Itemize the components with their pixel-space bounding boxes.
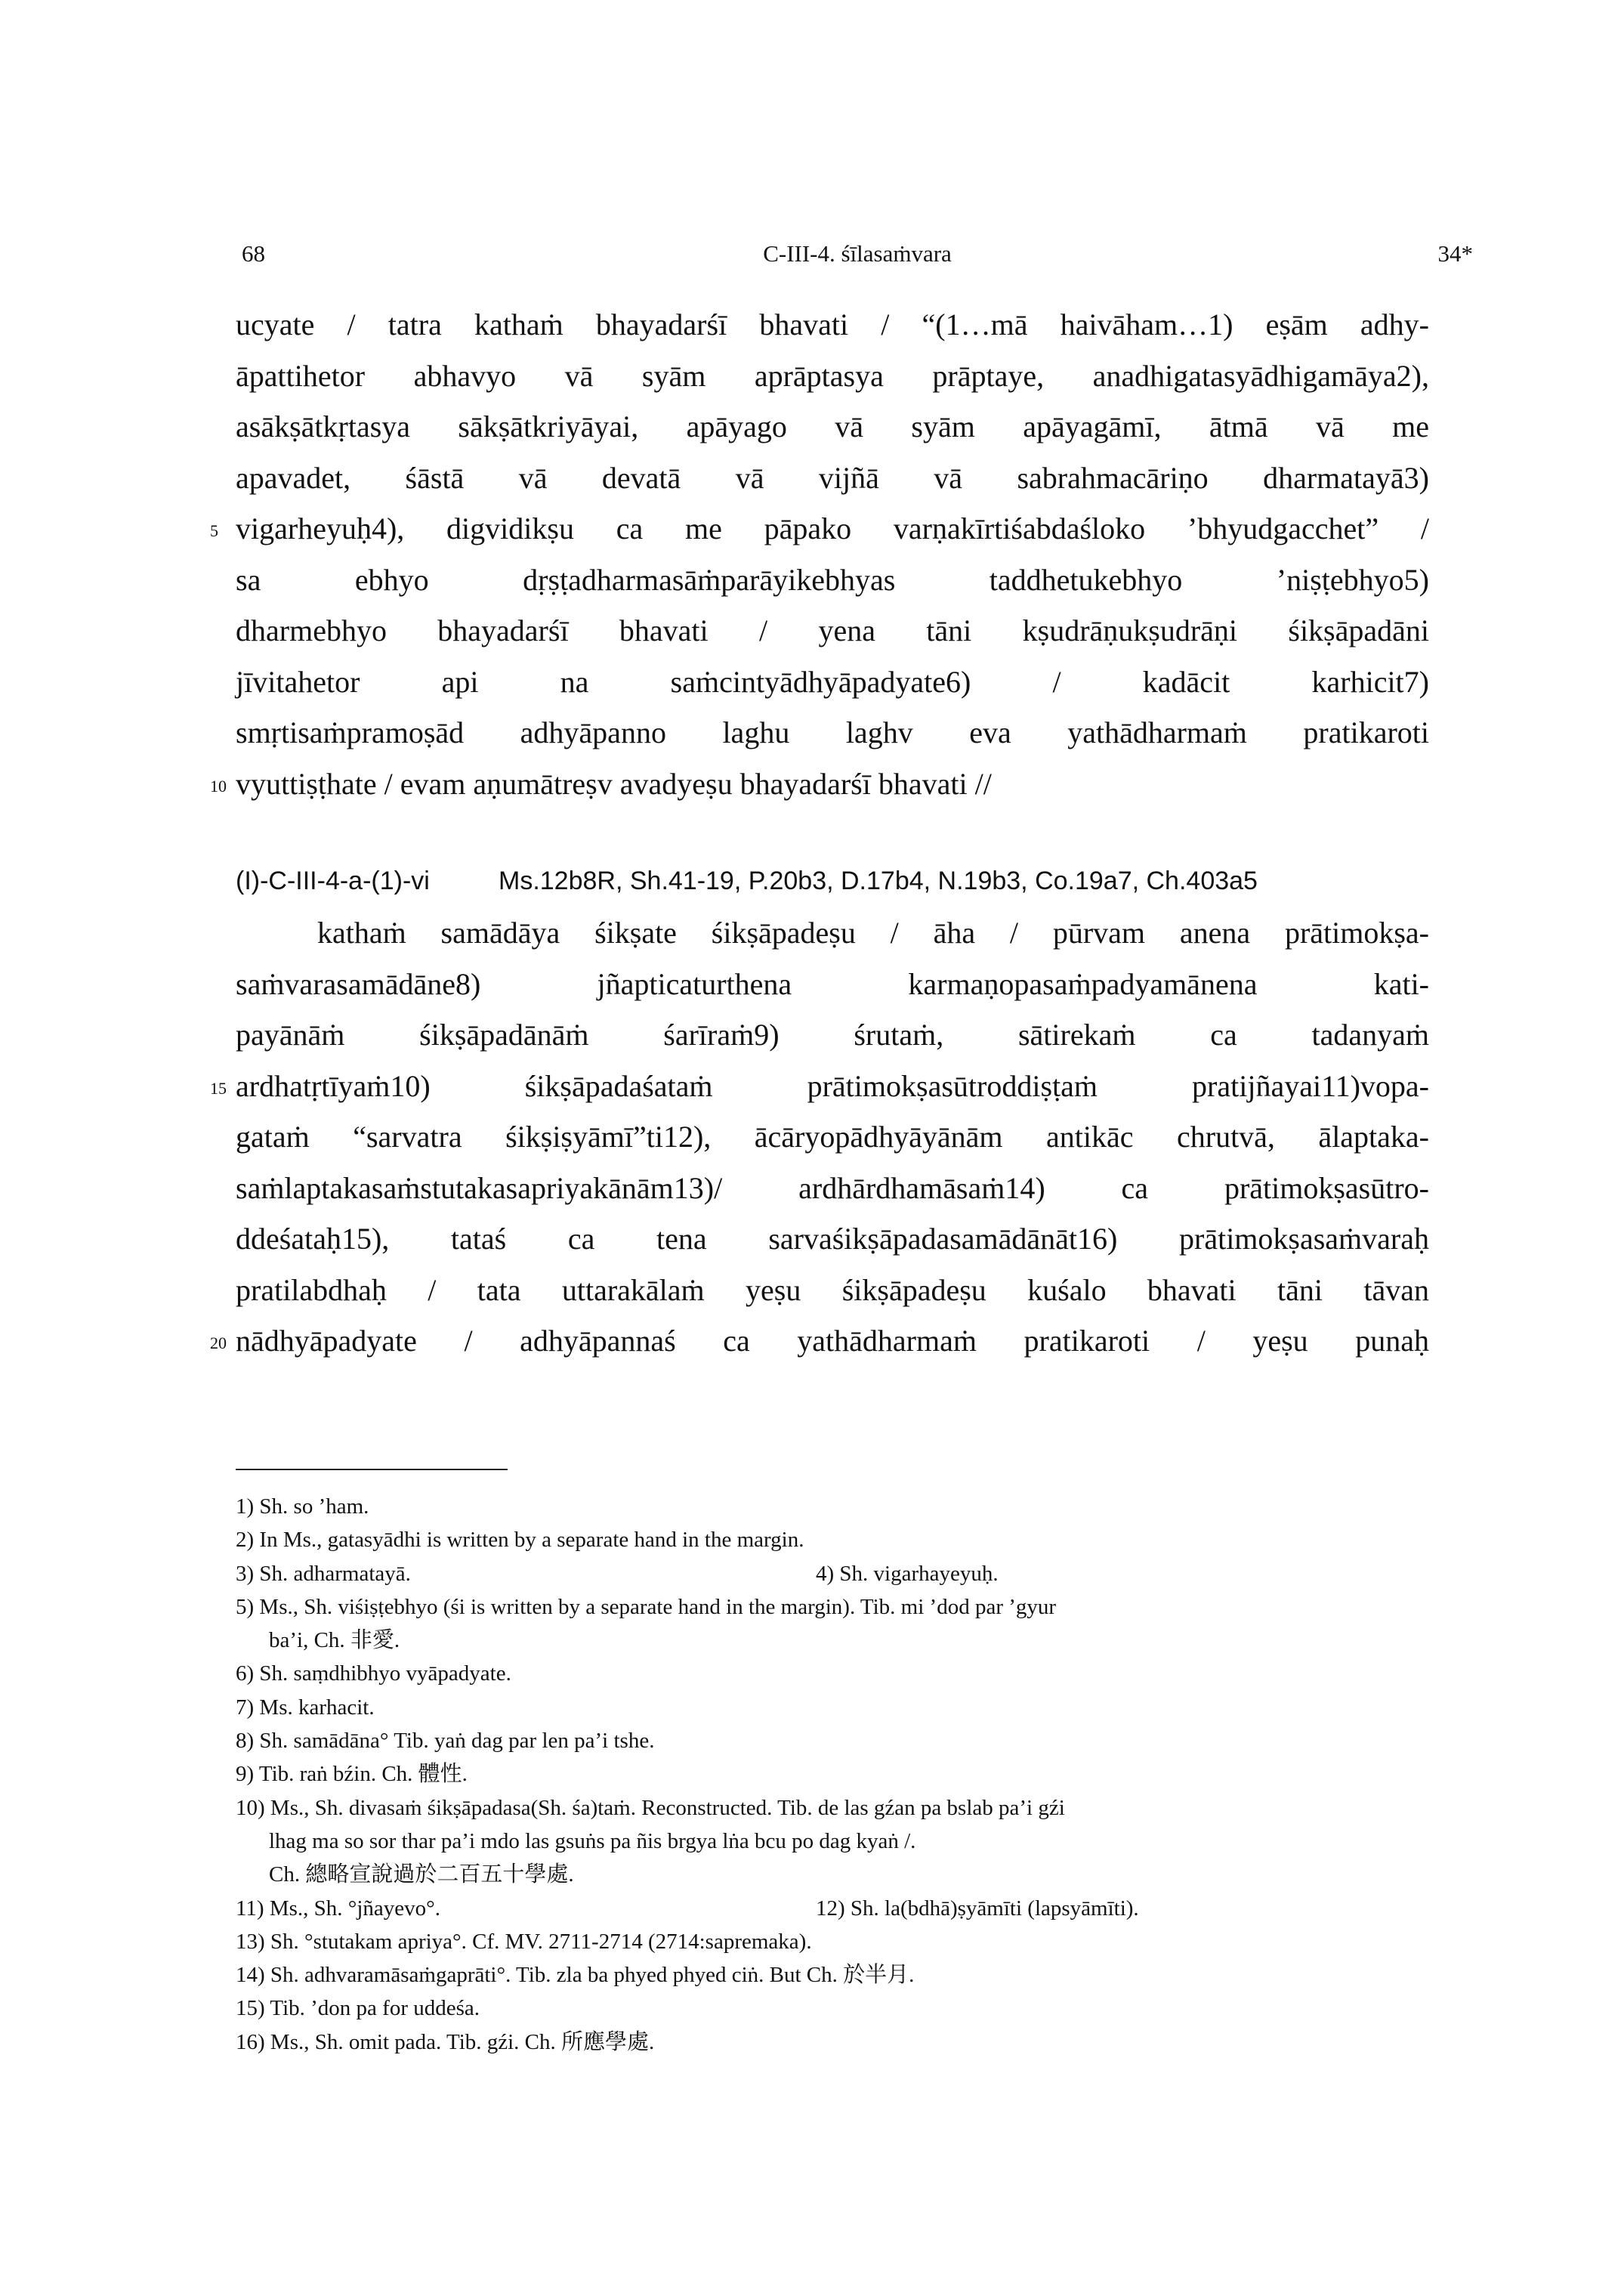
footnote-text: 5) Ms., Sh. viśiṣṭebhyo (śi is written by a separate hand in the margin). Tib. mi ’dod par ’gyur [236,1594,1057,1619]
footnote [236,1958,1414,1992]
section-heading [236,854,1429,907]
footnote [236,1791,1414,1825]
footnotes [236,1490,1414,2059]
footnote-text: 13) Sh. °stutakam apriya°. Cf. MV. 2711-2714 (2714:sapremaka). [236,1929,812,1954]
line-text: payānāṁ śikṣāpadānāṁ śarīraṁ9) śrutaṁ, sātirekaṁ ca tadanyaṁ [236,1018,1429,1052]
footnote [236,1557,1414,1590]
text-line [236,605,1429,657]
line-text: ddeśataḥ15), tataś ca tena sarvaśikṣāpadasamādānāt16) prātimokṣasaṁvaraḥ [236,1222,1429,1256]
line-number: 15 [210,1078,227,1098]
footnote-text: 14) Sh. adhvaramāsaṁgaprāti°. Tib. zla ba phyed phyed ciṅ. But Ch. 於半月. [236,1963,915,1988]
line-text: ardhatṛtīyaṁ10) śikṣāpadaśataṁ prātimokṣasūtroddiṣṭaṁ pratijñayai11)vopa- [236,1068,1429,1103]
footnote-text: lhag ma so sor thar pa’i mdo las gsuṅs pa ñis brgya lṅa bcu po dag kyaṅ /. [269,1828,916,1853]
line-number: 5 [210,521,218,540]
footnote-text: 10) Ms., Sh. divasaṁ śikṣāpadasa(Sh. śa)taṁ. Reconstructed. Tib. de las gźan pa bslab pa’i gźi [236,1795,1065,1820]
text-line [236,1111,1429,1163]
footnote-text: ba’i, Ch. 非愛. [269,1628,400,1653]
text-line [236,401,1429,453]
page-number: 68 [242,240,265,267]
footnote-text: 9) Tib. raṅ bźin. Ch. 體性. [236,1762,468,1787]
footnote-text: 15) Tib. ’don pa for uddeśa. [236,1996,480,2021]
footnote-text: 4) Sh. vigarhayeyuḥ. [816,1561,999,1586]
line-text: sa ebhyo dṛṣṭadharmasāṁparāyikebhyas taddhetukebhyo ’niṣṭebhyo5) [236,562,1429,597]
text-line [236,1265,1429,1316]
line-text: jīvitahetor api na saṁcintyādhyāpadyate6) / kadācit karhicit7) [236,664,1429,699]
footnote-text: 1) Sh. so ’ham. [236,1494,369,1519]
text-line [236,907,1429,959]
footnote [236,2026,1414,2059]
line-text: pratilabdhaḥ / tata uttarakālaṁ yeṣu śikṣāpadeṣu kuśalo bhavati tāni tāvan [236,1272,1429,1307]
footnote-text: 16) Ms., Sh. omit pada. Tib. gźi. Ch. 所應學處. [236,2029,655,2054]
footnote-text: Ch. 總略宣說過於二百五十學處. [269,1862,574,1887]
line-number: 10 [210,776,227,796]
line-text: asākṣātkṛtasya sākṣātkriyāyai, apāyago vā syām apāyagāmī, ātmā vā me [236,409,1429,443]
text-line [236,453,1429,504]
paragraph-2 [210,907,1429,1367]
line-text: smṛtisaṁpramoṣād adhyāpanno laghu laghv eva yathādharmaṁ pratikaroti [236,715,1429,749]
line-text: vyuttiṣṭhate / evam aṇumātreṣv avadyeṣu bhayadarśī bhavati // [236,766,992,801]
line-text: āpattihetor abhavyo vā syām aprāptasya prāptaye, anadhigatasyādhigamāya2), [236,358,1429,393]
footnote [236,1925,1414,1958]
line-text: saṁlaptakasaṁstutakasapriyakānām13)/ ardhārdhamāsaṁ14) ca prātimokṣasūtro- [236,1170,1429,1205]
line-text: saṁvarasamādāne8) jñapticaturthena karmaṇopasaṁpadyamānena kati- [236,966,1429,1001]
footnote-text: 6) Sh. saṃdhibhyo vyāpadyate. [236,1661,511,1686]
footnote [236,1992,1414,2025]
line-text: vigarheyuḥ4), digvidikṣu ca me pāpako varṇakīrtiśabdaśloko ’bhyudgacchet” / [236,511,1429,545]
line-text: dharmebhyo bhayadarśī bhavati / yena tāni kṣudrāṇukṣudrāṇi śikṣāpadāni [236,613,1429,647]
footnote-text: 3) Sh. adharmatayā. [236,1561,411,1586]
page-mark: 34* [1437,240,1473,267]
text-line [210,503,1429,555]
line-text: ucyate / tatra kathaṁ bhayadarśī bhavati / “(1…mā haivāham…1) eṣām adhy- [236,307,1429,341]
footnote-text: 7) Ms. karhacit. [236,1695,375,1720]
footnote-text: 2) In Ms., gatasyādhi is written by a separate hand in the margin. [236,1528,804,1553]
footnote-continuation [236,1825,1414,1858]
text-line [236,555,1429,606]
footnote-continuation [236,1624,1414,1657]
footnote-continuation [236,1858,1414,1891]
line-text: apavadet, śāstā vā devatā vā vijñā vā sabrahmacāriṇo dharmatayā3) [236,460,1429,495]
footnote-rule [236,1469,508,1470]
line-text: gataṁ “sarvatra śikṣiṣyāmī”ti12), ācāryopādhyāyānām antikāc chrutvā, ālaptaka- [236,1120,1429,1154]
manuscript-references: Ms.12b8R, Sh.41-19, P.20b3, D.17b4, N.19b3, Co.19a7, Ch.403a5 [499,867,1258,895]
section-id: (I)-C-III-4-a-(1)-vi [236,867,430,895]
text-line [210,1061,1429,1112]
text-line [210,1315,1429,1367]
footnote [236,1523,1414,1556]
text-line [236,299,1429,351]
page-header [242,240,1473,278]
footnote [236,1892,1414,1925]
text-line [236,351,1429,402]
text-line [236,657,1429,708]
text-line [236,1009,1429,1061]
footnote [236,1757,1414,1791]
footnote [236,1490,1414,1523]
footnote [236,1657,1414,1690]
line-number: 20 [210,1333,227,1352]
footnote-text: 11) Ms., Sh. °jñayevo°. [236,1896,441,1921]
line-text: kathaṁ samādāya śikṣate śikṣāpadeṣu / āha / pūrvam anena prātimokṣa- [317,916,1429,950]
footnote [236,1590,1414,1624]
text-line [210,759,1429,810]
running-title: C-III-4. śīlasaṁvara [763,240,952,267]
footnote [236,1724,1414,1757]
footnote-text: 12) Sh. la(bdhā)ṣyāmīti (lapsyāmīti). [816,1896,1139,1921]
text-line [236,1213,1429,1265]
line-text: nādhyāpadyate / adhyāpannaś ca yathādharmaṁ pratikaroti / yeṣu punaḥ [236,1324,1429,1358]
text-line [236,959,1429,1010]
paragraph-1 [210,299,1429,809]
footnote-text: 8) Sh. samādāna° Tib. yaṅ dag par len pa’i tshe. [236,1729,655,1754]
text-line [236,1163,1429,1214]
footnote [236,1691,1414,1724]
text-line [236,707,1429,759]
main-text [210,299,1429,1367]
